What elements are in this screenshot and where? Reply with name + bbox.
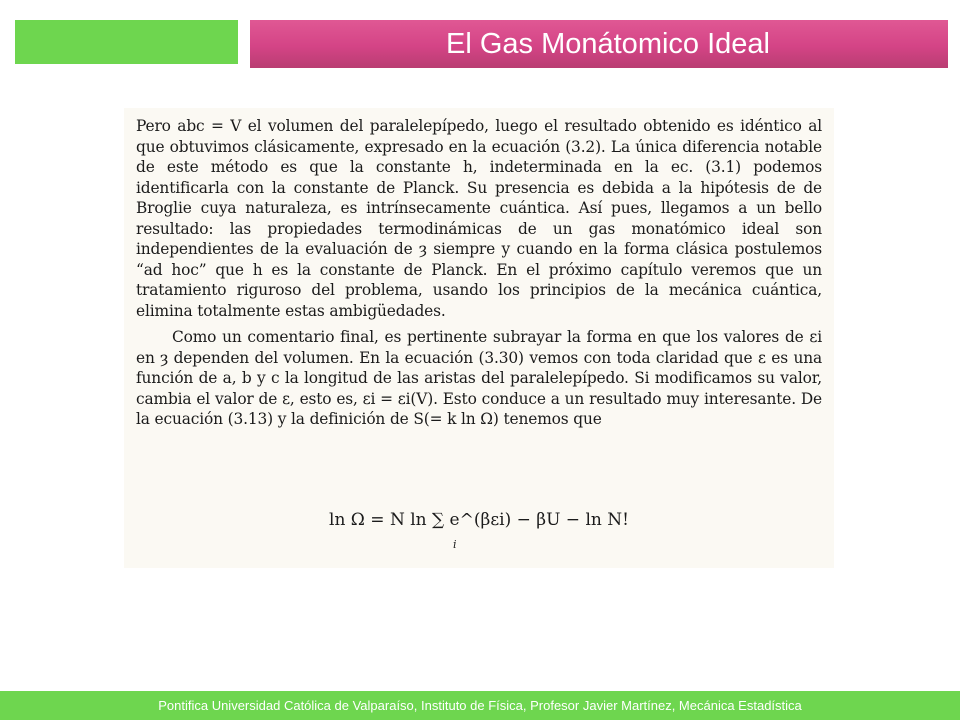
slide-title: El Gas Monátomico Ideal: [446, 28, 770, 60]
equation-text: ln Ω = N ln ∑ e^(βεi) − βU − ln N!: [329, 510, 629, 530]
document-paragraph-2: Como un comentario final, es pertinente subrayar la forma en que los valores de εi en ȝ dependen del volumen. En la ecuación (3.30) vemos con toda claridad que ε es una función de a, b y c la longitud de las aristas del paralelepípedo. Si modificamos su valor, cambia el valor de ε, esto es, εi = εi(V). Esto conduce a un resultado muy interesante. De la ecuación (3.13) y la definición de S(= k ln Ω) tenemos que: [136, 328, 822, 428]
title-bar: [250, 20, 948, 68]
equation-sum-index: i: [453, 538, 457, 551]
document-paragraph-1: Pero abc = V el volumen del paralelepípedo, luego el resultado obtenido es idéntico al que obtuvimos clásicamente, expresado en la ecuación (3.2). La única diferencia notable de este método es que la constante h, indeterminada en la ec. (3.1) podemos identificarla con la constante de Planck. Su presencia es debida a la hipótesis de de Broglie cuya naturaleza, es intrínsecamente cuántica. Así pues, llegamos a un bello resultado: las propiedades termodinámicas de un gas monatómico ideal son independientes de la evaluación de ȝ siempre y cuando en la forma clásica postulemos “ad hoc” que h es la constante de Planck. En el próximo capítulo veremos que un tratamiento riguroso del problema, usando los principios de la mecánica cuántica, elimina totalmente estas ambigüedades.: [136, 117, 822, 320]
footer-text: Pontifica Universidad Católica de Valparaíso, Instituto de Física, Profesor Javier Martínez, Mecánica Estadística: [158, 698, 802, 713]
equation: [124, 510, 834, 560]
header-green-block: [15, 20, 238, 64]
footer-bar: [0, 691, 960, 720]
scanned-document: [124, 108, 834, 568]
